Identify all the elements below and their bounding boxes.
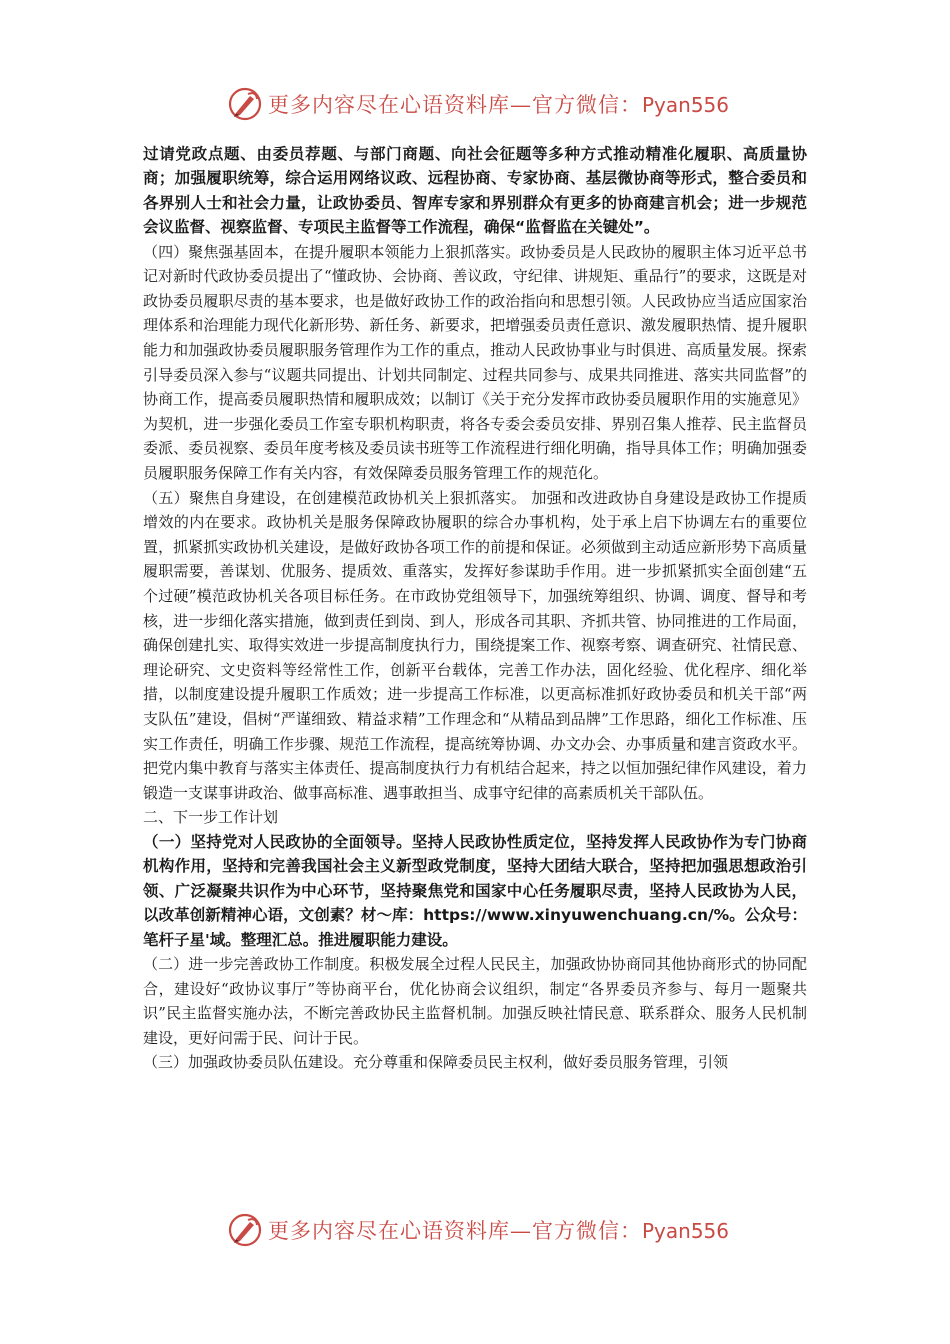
wechat-id: Pyan556 bbox=[642, 93, 730, 117]
document-body bbox=[143, 142, 807, 1075]
banner-text: 更多内容尽在心语资料库—官方微信：Pyan556 bbox=[268, 1219, 730, 1243]
pen-logo-icon bbox=[228, 87, 262, 121]
wechat-id: Pyan556 bbox=[642, 1219, 730, 1243]
section-heading-next-plan: 二、下一步工作计划 bbox=[143, 808, 279, 827]
paragraph-plan-3: （三）加强政协委员队伍建设。充分尊重和保障委员民主权利，做好委员服务管理，引领 bbox=[143, 1053, 729, 1072]
banner-text: 更多内容尽在心语资料库—官方微信：Pyan556 bbox=[268, 93, 730, 117]
paragraph-plan-1: （一）坚持党对人民政协的全面领导。坚持人民政协性质定位，坚持发挥人民政协作为专门协商机构作用，坚持和完善我国社会主义新型政党制度，坚持大团结大联合，坚持把加强思想政治引领、广泛凝聚共识作为中心环节，坚持聚焦党和国家中心任务履职尽责，坚持人民政协为人民，以改革创新精神心语，文创素？材～库：https://www.xinyuwenchuang.cn/%。公众号：笔杆子星'域。整理汇总。推进履职能力建设。 bbox=[143, 832, 807, 949]
header-banner bbox=[228, 84, 729, 124]
footer-banner bbox=[228, 1210, 729, 1250]
pen-logo-icon bbox=[228, 1213, 262, 1247]
paragraph-section-5: （五）聚焦自身建设，在创建模范政协机关上狠抓落实。 加强和改进政协自身建设是政协工作提质增效的内在要求。政协机关是服务保障政协履职的综合办事机构，处于承上启下协调左右的重要位置，抓紧抓实政协机关建设，是做好政协各项工作的前提和保证。必须做到主动适应新形势下高质量履职需要，善谋划、优服务、提质效、重落实，发挥好参谋助手作用。进一步抓紧抓实全面创建“五个过硬”模范政协机关各项目标任务。在市政协党组领导下，加强统筹组织、协调、调度、督导和考核，进一步细化落实措施，做到责任到岗、到人，形成各司其职、齐抓共管、协同推进的工作局面，确保创建扎实、取得实效进一步提高制度执行力，围绕提案工作、视察考察、调查研究、社情民意、理论研究、文史资料等经常性工作，创新平台载体，完善工作办法，固化经验、优化程序、细化举措，以制度建设提升履职工作质效；进一步提高工作标准，以更高标准抓好政协委员和机关干部“两支队伍”建设，倡树“严谨细致、精益求精”工作理念和“从精品到品牌”工作思路，细化工作标准、压实工作责任，明确工作步骤、规范工作流程，提高统筹协调、办文办会、办事质量和建言资政水平。把党内集中教育与落实主体责任、提高制度执行力有机结合起来，持之以恒加强纪律作风建设，着力锻造一支谋事讲政治、做事高标准、遇事敢担当、成事守纪律的高素质机关干部队伍。 bbox=[143, 488, 807, 802]
paragraph-plan-2: （二）进一步完善政协工作制度。积极发展全过程人民民主，加强政协协商同其他协商形式的协同配合，建设好“政协议事厅”等协商平台，优化协商会议组织，制定“各界委员齐参与、每月一题聚共识”民主监督实施办法，不断完善政协民主监督机制。加强反映社情民意、联系群众、服务人民机制建设，更好问需于民、问计于民。 bbox=[143, 954, 807, 1047]
paragraph-continued: 过请党政点题、由委员荐题、与部门商题、向社会征题等多种方式推动精准化履职、高质量协商；加强履职统筹，综合运用网络议政、远程协商、专家协商、基层微协商等形式，整合委员和各界别人士和社会力量，让政协委员、智库专家和界别群众有更多的协商建言机会；进一步规范会议监督、视察监督、专项民主监督等工作流程，确保“监督监在关键处”。 bbox=[143, 145, 807, 237]
paragraph-section-4: （四）聚焦强基固本，在提升履职本领能力上狠抓落实。政协委员是人民政协的履职主体习近平总书记对新时代政协委员提出了“懂政协、会协商、善议政，守纪律、讲规矩、重品行”的要求，这既是对政协委员履职尽责的基本要求，也是做好政协工作的政治指向和思想引领。人民政协应当适应国家治理体系和治理能力现代化新形势、新任务、新要求，把增强委员责任意识、激发履职热情、提升履职能力和加强政协委员履职服务管理作为工作的重点，推动人民政协事业与时俱进、高质量发展。探索引导委员深入参与“议题共同提出、计划共同制定、过程共同参与、成果共同推进、落实共同监督”的协商工作，提高委员履职热情和履职成效；以制订《关于充分发挥市政协委员履职作用的实施意见》为契机，进一步强化委员工作室专职机构职责，将各专委会委员安排、界别召集人推荐、民主监督员委派、委员视察、委员年度考核及委员读书班等工作流程进行细化明确，指导具体工作；明确加强委员履职服务保障工作有关内容，有效保障委员服务管理工作的规范化。 bbox=[143, 242, 807, 482]
